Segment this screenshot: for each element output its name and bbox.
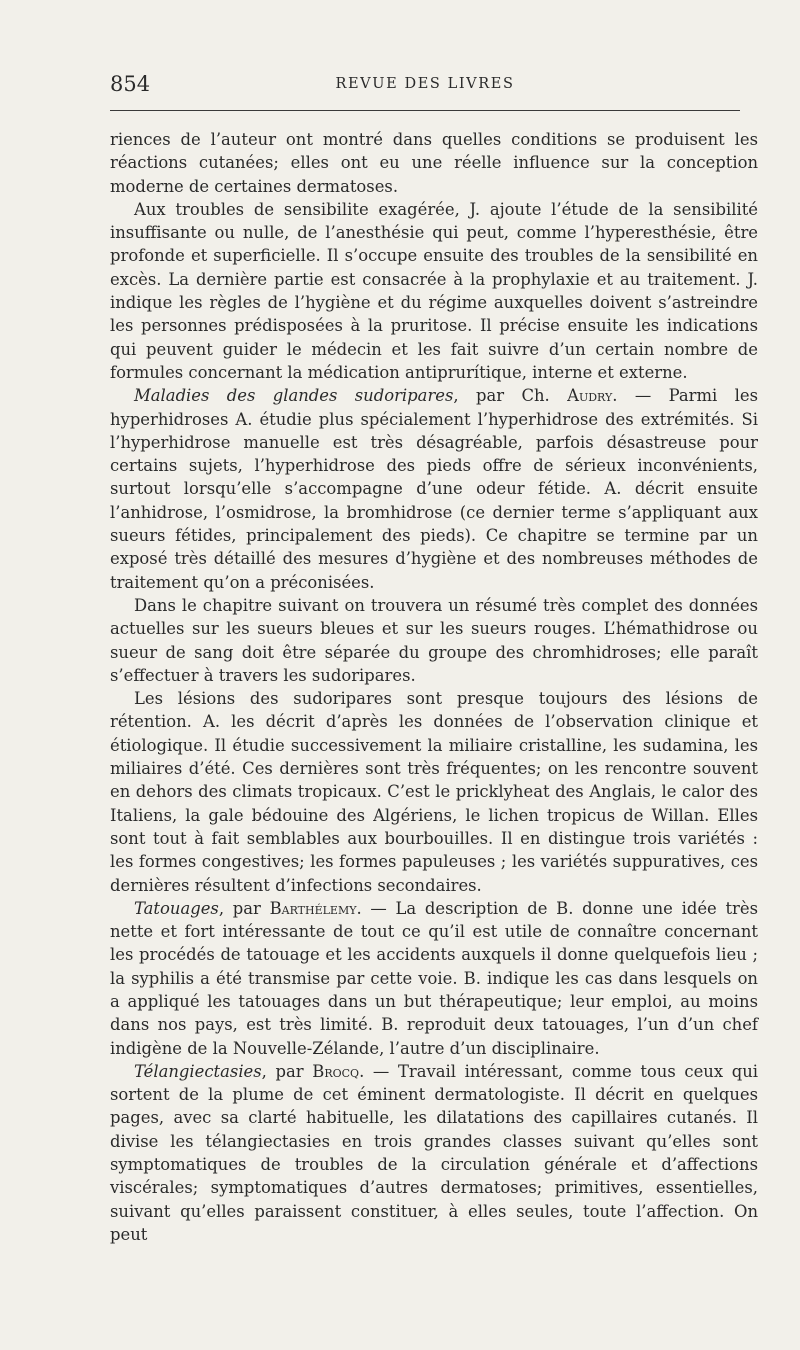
entry-author: Audry <box>567 386 613 406</box>
entry-by: , par <box>261 1061 313 1081</box>
paragraph: Dans le chapitre suivant on trouvera un résumé très complet des données actuelles sur les sueurs bleues et sur les sueurs rouges. L’hémathidrose ou sueur de sang doit être séparée du groupe des chromhidroses; elle paraît s’effectuer à travers les sudoripares. <box>110 595 758 685</box>
review-entry-tatouages <box>110 897 758 1060</box>
entry-author-first: Ch. <box>521 386 568 406</box>
entry-title: Télangiectasies <box>134 1061 262 1081</box>
review-entry-sudoripares <box>110 384 758 594</box>
page-number: 854 <box>110 72 151 96</box>
review-entry-telangiectasies <box>110 1060 758 1246</box>
entry-by: , par <box>218 898 270 918</box>
body-text <box>110 128 758 1246</box>
entry-author: Barthélemy <box>269 898 357 918</box>
entry-text: . — Travail intéressant, comme tous ceux qui sortent de la plume de cet éminent dermatologiste. Il décrit en quelques pages, avec sa clarté habituelle, les dilatations des capillaires cutanés. Il divise les télangiectasies en trois grandes classes suivant qu’elles sont symptomatiques de troubles de la circulation générale et d’affections viscérales; symptomatiques d’autres dermatoses; primitives, essentielles, suivant qu’elles paraissent constituer, à elles seules, toute l’affection. On peut <box>110 1061 759 1244</box>
running-head: REVUE DES LIVRES <box>335 76 515 92</box>
header-rule <box>110 110 740 111</box>
page-header <box>110 72 740 102</box>
entry-by: , par <box>453 386 522 406</box>
entry-title: Maladies des glandes sudoripares <box>134 386 454 406</box>
entry-text: . — Parmi les hyperhidroses A. étudie plus spécialement l’hyperhidrose des extrémités. Si l’hyperhidrose manuelle est très désagréable, parfois désastreuse pour certains sujets, l’hyperhidrose des pieds offre de sérieux inconvénients, surtout lorsqu’elle s’accompagne d’une odeur fétide. A. décrit ensuite l’anhidrose, l’osmidrose, la bromhidrose (ce dernier terme s’appliquant aux sueurs fétides, principalement des pieds). Ce chapitre se termine par un exposé très détaillé des mesures d’hygiène et des nombreuses méthodes de traitement qu’on a préconisées. <box>110 386 758 592</box>
entry-text: . — La description de B. donne une idée très nette et fort intéressante de tout ce qu’il est utile de connaître concernant les procédés de tatouage et les accidents auxquels il donne quelquefois lieu ; la syphilis a été transmise par cette voie. B. indique les cas dans lesquels on a appliqué les tatouages dans un but thérapeutique; leur emploi, au moins dans nos pays, est très limité. B. reproduit deux tatouages, l’un d’un chef indigène de la Nouvelle-Zélande, l’autre d’un disciplinaire. <box>110 898 758 1058</box>
entry-title: Tatouages <box>134 898 219 918</box>
entry-author: Brocq <box>312 1061 360 1081</box>
paragraph: Aux troubles de sensibilite exagérée, J. ajoute l’étude de la sensibilité insuffisante ou nulle, de l’anesthésie qui peut, comme l’hyperesthésie, être profonde et superficielle. Il s’occupe ensuite des troubles de la sensibilité en excès. La dernière partie est consacrée à la prophylaxie et au traitement. J. indique les règles de l’hygiène et du régime auxquelles doivent s’astreindre les personnes prédisposées à la pruritose. Il précise ensuite les indications qui peuvent guider le médecin et les fait suivre d’un certain nombre de formules concernant la médication antiprurítique, interne et externe. <box>110 199 758 382</box>
paragraph: Les lésions des sudoripares sont presque toujours des lésions de rétention. A. les décrit d’après les données de l’observation clinique et étiologique. Il étudie successivement la miliaire cristalline, les sudamina, les miliaires d’été. Ces dernières sont très fréquentes; on les rencontre souvent en dehors des climats tropicaux. C’est le pricklyheat des Anglais, le calor des Italiens, la gale bédouine des Algériens, le lichen tropicus de Willan. Elles sont tout à fait semblables aux bourbouilles. Il en distingue trois variétés : les formes congestives; les formes papuleuses ; les variétés suppuratives, ces dernières résultent d’infections secondaires. <box>110 689 758 895</box>
paragraph: riences de l’auteur ont montré dans quelles conditions se produisent les réactions cutanées; elles ont eu une réelle influence sur la conception moderne de certaines dermatoses. <box>110 130 758 196</box>
